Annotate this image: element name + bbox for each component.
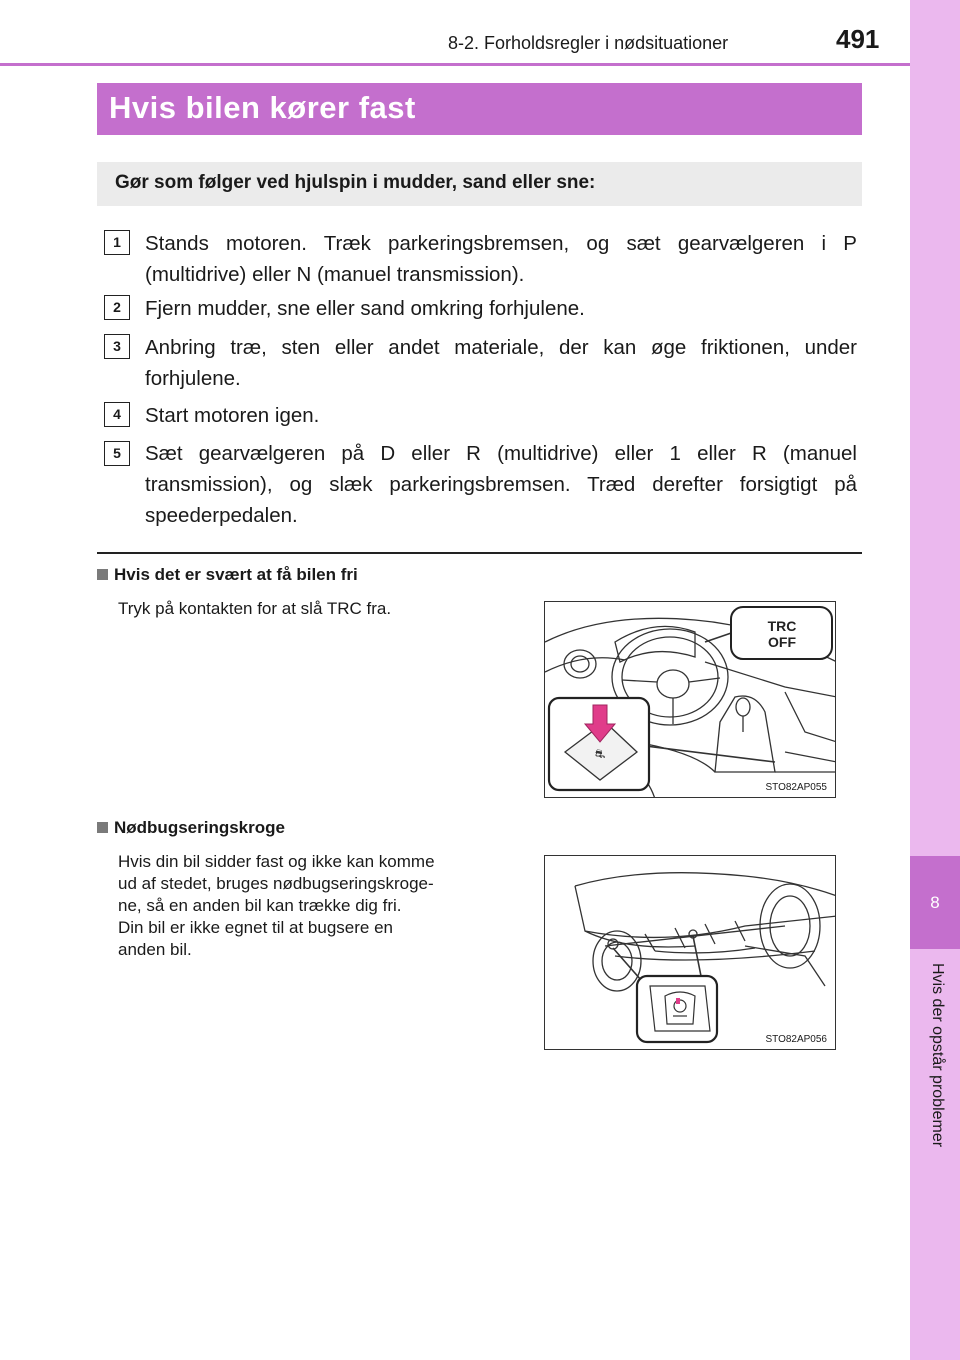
subtitle-bar <box>97 162 862 206</box>
bullet-square-icon <box>97 569 108 580</box>
note-body: Tryk på kontakten for at slå TRC fra. <box>118 599 392 618</box>
tow-hook-figure <box>544 855 836 1050</box>
figure-code: STO82AP056 <box>765 1034 827 1045</box>
chapter-title: Hvis der opstår problemer <box>929 963 946 1148</box>
note-heading <box>97 565 358 585</box>
step-text: Stands motoren. Træk parkeringsbremsen, og sæt gearvælgeren i P (multidrive) eller N (manuel transmission). <box>145 232 857 286</box>
step-text: Fjern mudder, sne eller sand omkring forhjulene. <box>145 297 585 320</box>
note-heading-text: Hvis det er svært at få bilen fri <box>114 565 358 584</box>
bullet-square-icon <box>97 822 108 833</box>
note-body-line: ud af stedet, bruges nødbugseringskroge- <box>118 874 434 893</box>
step-number: 4 <box>104 402 130 427</box>
step-number: 2 <box>104 295 130 320</box>
section-divider <box>97 552 862 554</box>
section-header: 8-2. Forholdsregler i nødsituationer <box>448 33 729 53</box>
figure-code: STO82AP055 <box>765 782 827 793</box>
note-body-line: Din bil er ikke egnet til at bugsere en <box>118 918 393 937</box>
note-heading <box>97 818 285 838</box>
step-text: Sæt gearvælgeren på D eller R (multidrive) eller 1 eller R (manuel transmission), og slæk parkeringsbremsen. Træd derefter forsigtigt på speederpedalen. <box>145 442 857 527</box>
page-title-bar <box>97 83 862 135</box>
trc-off-switch-illustration-icon <box>545 602 836 798</box>
note-body-line: ne, så en anden bil kan trække dig fri. <box>118 896 402 915</box>
svg-text:⛐: ⛐ <box>594 747 606 761</box>
note-body-line: Hvis din bil sidder fast og ikke kan komme <box>118 852 435 871</box>
step-text: Anbring træ, sten eller andet materiale, der kan øge friktionen, under forhjulene. <box>145 336 857 390</box>
tow-hook-illustration-icon <box>545 856 836 1050</box>
step-number: 5 <box>104 441 130 466</box>
chapter-number: 8 <box>930 893 940 912</box>
trc-label-line1: TRC <box>767 618 797 634</box>
header-divider <box>0 63 910 66</box>
subtitle: Gør som følger ved hjulspin i mudder, sand eller sne: <box>115 172 596 193</box>
note-heading-text: Nødbugseringskroge <box>114 818 285 837</box>
trc-label-line2: OFF <box>768 634 796 650</box>
step-text: Start motoren igen. <box>145 404 320 427</box>
chapter-side-tab <box>910 0 960 1360</box>
note-body <box>118 851 518 961</box>
page-title: Hvis bilen kører fast <box>109 90 416 125</box>
note-body-line: anden bil. <box>118 940 192 959</box>
step-number: 3 <box>104 334 130 359</box>
step-number: 1 <box>104 230 130 255</box>
page-number: 491 <box>836 24 880 54</box>
trc-off-figure <box>544 601 836 798</box>
